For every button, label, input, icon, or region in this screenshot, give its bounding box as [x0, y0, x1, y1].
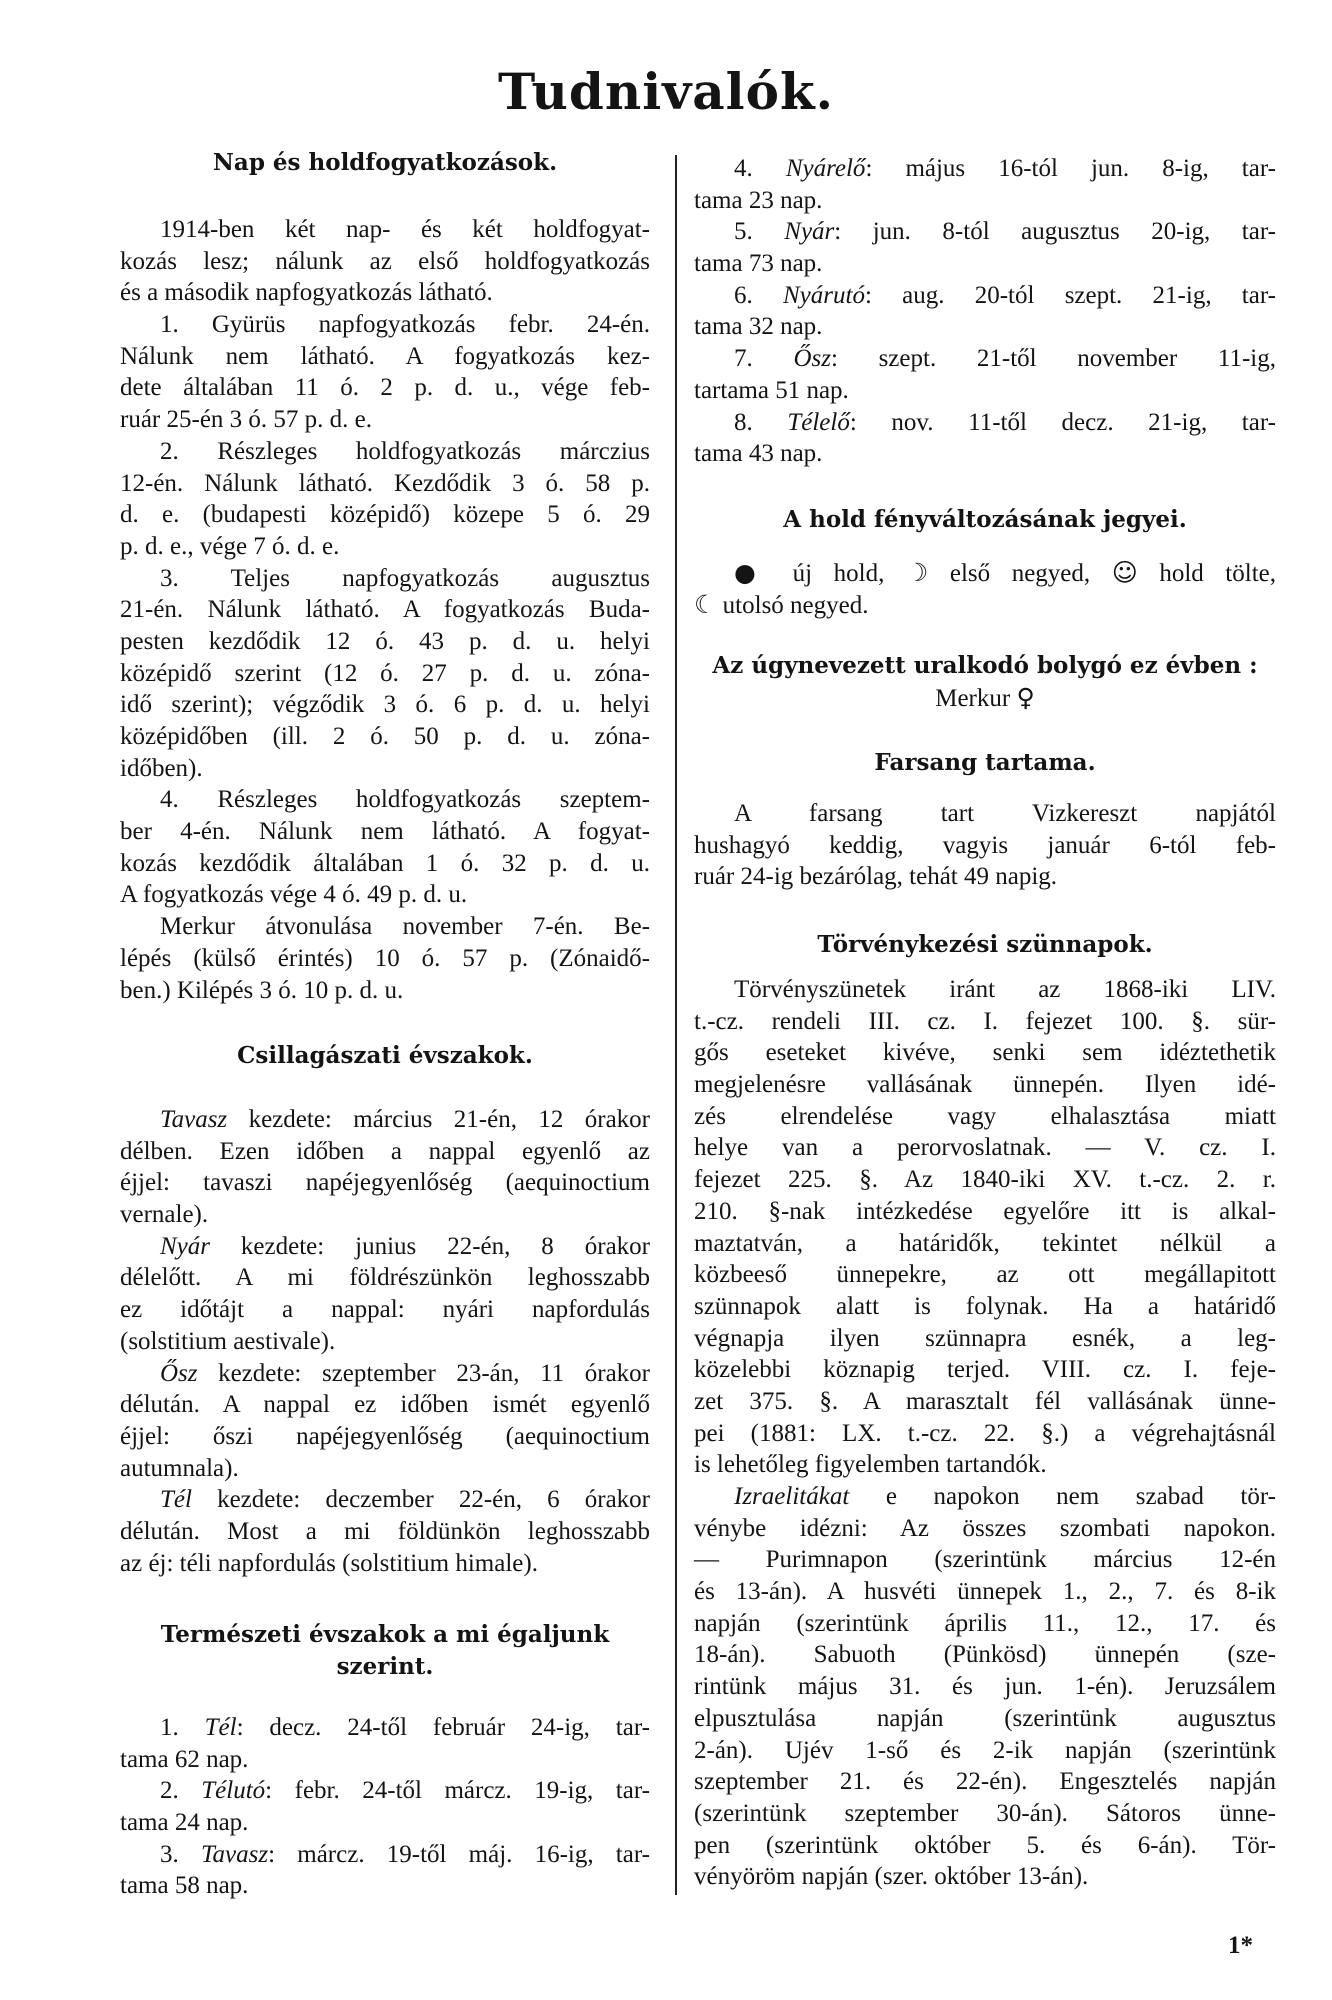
full-moon-icon: ☺	[1111, 558, 1138, 587]
text-line: tama 73 nap.	[694, 250, 823, 278]
text-segment: e napokon nem szabad tör-	[849, 1483, 1276, 1510]
text-line: ruár 25-én 3 ó. 57 p. d. e.	[120, 406, 373, 434]
italic-term: Izraelitákat	[734, 1483, 850, 1510]
text-line: 21-én. Nálunk látható. A fogyatkozás Buda-	[120, 596, 650, 624]
text-line: időben).	[120, 754, 203, 782]
text-segment: 7.	[734, 345, 794, 373]
text-line	[694, 216, 1276, 248]
text-line	[120, 1104, 650, 1136]
page-title: Tudnivalók.	[497, 62, 835, 121]
section-heading-court-holidays	[694, 929, 1276, 961]
text-line: napján (szerintünk április 11., 12., 17. és	[694, 1609, 1276, 1637]
text-line	[120, 1231, 650, 1263]
paragraph	[694, 798, 1276, 893]
paragraph	[120, 911, 650, 1006]
text-line: Nap és holdfogyatkozások.	[212, 149, 558, 176]
text-line: 210. §-nak intézkedése egyelőre itt is alkal-	[694, 1197, 1276, 1225]
paragraph	[120, 1839, 650, 1902]
italic-term: Télelő	[787, 408, 850, 436]
text-line: végnapja ilyen szünnapra esnék, a leg-	[694, 1324, 1276, 1352]
italic-term: Nyárutó	[783, 281, 865, 309]
text-line: középidő szerint (12 ó. 27 p. d. u. zóna-	[120, 659, 650, 687]
paragraph	[120, 784, 650, 911]
text-line	[120, 1775, 650, 1807]
text-line: Csillagászati évszakok.	[237, 1042, 533, 1069]
text-line: megjelenésre vallásának ünnepén. Ilyen idé-	[694, 1071, 1276, 1099]
section-heading-carnival	[694, 747, 1276, 779]
text-line: Természeti évszakok a mi égaljunk	[160, 1621, 610, 1648]
section-natural-seasons-continued	[694, 153, 1276, 470]
text-line: középidőben (ill. 2 ó. 50 p. d. u. zóna-	[120, 723, 650, 750]
text-line: tartama 51 nap.	[694, 376, 849, 404]
text-line: 2. Részleges holdfogyatkozás márczius	[160, 437, 650, 465]
section-heading-eclipses	[120, 147, 650, 179]
text-line	[120, 1358, 650, 1390]
section-heading-moon-phases	[694, 504, 1276, 536]
text-segment: 8.	[734, 408, 788, 436]
italic-term: Ősz	[160, 1359, 198, 1387]
paragraph	[120, 1775, 650, 1838]
text-line: kozás kezdődik általában 1 ó. 32 p. d. u.	[120, 849, 650, 877]
text-line: autumnala).	[120, 1454, 239, 1482]
text-line: A fogyatkozás vége 4 ó. 49 p. d. u.	[120, 881, 468, 909]
text-line: (szerintünk szeptember 30-án). Sátoros ünne-	[694, 1799, 1276, 1827]
text-segment: : nov. 11-től decz. 21-ig, tar-	[849, 408, 1276, 436]
section-moon-phases	[694, 557, 1276, 620]
text-line: az éj: téli napfordulás (solstitium himale).	[120, 1549, 538, 1577]
heading	[694, 650, 1276, 682]
text-line: A farsang tart Vizkereszt napjától	[734, 800, 1276, 827]
text-line: zés elrendelése vagy elhalasztása miatt	[694, 1102, 1276, 1130]
text-line: vénybe idézni: Az összes szombati napokon.	[694, 1514, 1276, 1542]
text-segment: hold tölte,	[1137, 560, 1276, 587]
text-line: Törvénykezési szünnapok.	[817, 931, 1153, 958]
text-segment: kezdete: junius 22-én, 8 órakor	[210, 1232, 650, 1260]
heading	[694, 747, 1276, 779]
text-segment: : szept. 21-től november 11-ig,	[830, 345, 1277, 373]
text-line: t.-cz. rendeli III. cz. I. fejezet 100. §. sür-	[694, 1007, 1276, 1035]
paragraph	[694, 974, 1276, 1481]
text-segment: kezdete: március 21-én, 12 órakor	[227, 1106, 650, 1133]
text-line: idő szerint); végződik 3 ó. 6 p. d. u. helyi	[120, 691, 650, 719]
text-line: szünnapok alatt is folynak. Ha a határidő	[694, 1292, 1276, 1320]
paragraph	[120, 1484, 650, 1579]
text-line: pesten kezdődik 12 ó. 43 p. d. u. helyi	[120, 627, 650, 655]
heading	[120, 147, 650, 179]
paragraph	[694, 153, 1276, 216]
text-line: és a második napfogyatkozás látható.	[120, 279, 493, 307]
text-line: tama 23 nap.	[694, 186, 823, 214]
paragraph	[694, 557, 1276, 620]
text-line	[120, 1484, 650, 1516]
text-line	[694, 343, 1276, 375]
text-segment: : decz. 24-től február 24-ig, tar-	[236, 1714, 650, 1741]
paragraph	[694, 1481, 1276, 1893]
text-line: zet 375. §. A marasztalt fél vallásának ünne-	[694, 1387, 1276, 1415]
text-line: tama 43 nap.	[694, 440, 823, 468]
text-line: pei (1881: LX. t.-cz. 22. §.) a végrehajtásnál	[694, 1419, 1276, 1447]
text-line: 1. Gyürüs napfogyatkozás febr. 24-én.	[160, 311, 650, 339]
text-segment: új hold,	[771, 560, 906, 587]
paragraph	[694, 216, 1276, 279]
text-line: — Purimnapon (szerintünk március 12-én	[694, 1546, 1276, 1574]
heading	[120, 1619, 650, 1682]
section-astronomical-seasons	[120, 1104, 650, 1579]
text-segment: utolsó negyed.	[716, 591, 869, 619]
text-line: Az úgynevezett uralkodó bolygó ez évben :	[712, 652, 1258, 679]
text-line: ruár 24-ig bezárólag, tehát 49 napig.	[694, 863, 1058, 891]
text-line: 3. Teljes napfogyatkozás augusztus	[160, 564, 650, 592]
text-line: lépés (külső érintés) 10 ó. 57 p. (Zónaidő-	[120, 944, 650, 972]
text-line: helye van a perorvoslatnak. — V. cz. I.	[694, 1134, 1276, 1162]
text-line: (solstitium aestivale).	[120, 1327, 336, 1355]
text-segment: 2.	[160, 1777, 202, 1805]
text-line: gős eseteket kivéve, senki sem idéztethetik	[694, 1039, 1276, 1067]
page-number: 1*	[1228, 1932, 1253, 1959]
text-line: tama 62 nap.	[120, 1745, 249, 1773]
text-line: elpusztulása napján (szerintünk augusztus	[694, 1704, 1276, 1732]
paragraph	[120, 309, 650, 436]
text-line	[120, 1712, 650, 1744]
text-line: közelebbi köznapig terjed. VIII. cz. I. feje-	[694, 1356, 1276, 1384]
text-line: p. d. e., vége 7 ó. d. e.	[120, 532, 340, 560]
text-line	[694, 280, 1276, 312]
text-line: vernale).	[120, 1201, 209, 1229]
heading	[694, 504, 1276, 536]
text-line: és 13-án). A husvéti ünnepek 1., 2., 7. és 8-ik	[694, 1578, 1276, 1606]
text-line: A hold fényváltozásának jegyei.	[783, 506, 1187, 533]
text-segment: kezdete: szeptember 23-án, 11 órakor	[197, 1359, 650, 1387]
text-segment: 6.	[734, 281, 783, 309]
text-line: 2-án). Ujév 1-ső és 2-ik napján (szerintünk	[694, 1736, 1276, 1764]
column-divider	[675, 155, 677, 1895]
text-line: tama 32 nap.	[694, 313, 823, 341]
text-line: maztatván, a határidők, tekintet nélkül a	[694, 1229, 1276, 1257]
text-line: délelőtt. A mi földrészünkön leghosszabb	[120, 1264, 650, 1292]
text-segment: Merkur	[935, 684, 1017, 712]
text-line	[694, 407, 1276, 439]
text-line: d. e. (budapesti középidő) közepe 5 ó. 29	[120, 501, 650, 529]
section-court-holidays	[694, 974, 1276, 1893]
text-segment: : május 16-tól jun. 8-ig, tar-	[865, 155, 1276, 182]
text-line: 18-án). Sabuoth (Pünkösd) ünnepén (sze-	[694, 1641, 1276, 1669]
heading	[120, 1040, 650, 1072]
text-line	[694, 589, 1276, 621]
text-line	[120, 1839, 650, 1871]
text-line: kozás lesz; nálunk az első holdfogyatkozás	[120, 247, 650, 275]
text-line: ben.) Kilépés 3 ó. 10 p. d. u.	[120, 976, 404, 1004]
text-line: dete általában 11 ó. 2 p. d. u., vége feb-	[120, 374, 650, 402]
paragraph	[694, 280, 1276, 343]
text-line	[694, 153, 1276, 185]
text-segment: 1.	[160, 1714, 205, 1741]
text-line: tama 24 nap.	[120, 1809, 249, 1837]
paragraph	[120, 214, 650, 309]
text-line: 4. Részleges holdfogyatkozás szeptem-	[160, 786, 650, 814]
paragraph	[120, 436, 650, 563]
paragraph	[120, 1358, 650, 1485]
italic-term: Tavasz	[200, 1840, 269, 1868]
text-segment: kezdete: deczember 22-én, 6 órakor	[191, 1486, 650, 1514]
text-line: fejezet 225. §. Az 1840-iki XV. t.-cz. 2. r.	[694, 1166, 1276, 1194]
section-eclipses	[120, 214, 650, 1006]
text-line: ber 4-én. Nálunk nem látható. A fogyat-	[120, 818, 650, 846]
venus-symbol-icon: ♀	[1016, 682, 1035, 712]
text-segment: 5.	[734, 218, 785, 246]
text-line: Nálunk nem látható. A fogyatkozás kez-	[120, 342, 650, 370]
italic-term: Nyár	[160, 1232, 210, 1260]
paragraph	[694, 343, 1276, 406]
text-line: közbeeső ünnepekre, az ott megállapitott	[694, 1261, 1276, 1289]
italic-term: Tél	[204, 1714, 237, 1741]
paragraph	[120, 563, 650, 785]
text-line: Merkur átvonulása november 7-én. Be-	[160, 913, 650, 941]
text-line: is lehetőleg figyelemben tartandók.	[694, 1451, 1047, 1479]
paragraph	[694, 682, 1276, 714]
paragraph	[120, 1712, 650, 1775]
text-line: éjjel: őszi napéjegyenlőség (aequinoctium	[120, 1422, 650, 1450]
section-ruling-planet	[694, 650, 1276, 713]
text-line: szeptember 21. és 22-én). Engesztelés napján	[694, 1768, 1276, 1796]
text-line	[694, 682, 1276, 714]
italic-term: Télutó	[201, 1777, 266, 1805]
text-segment: 4.	[734, 155, 786, 182]
paragraph	[120, 1231, 650, 1358]
italic-term: Nyárelő	[785, 155, 866, 182]
section-heading-astronomical-seasons	[120, 1040, 650, 1072]
text-line: hushagyó keddig, vagyis január 6-tól feb-	[694, 831, 1276, 859]
text-segment: : márcz. 19-től máj. 16-ig, tar-	[268, 1840, 650, 1868]
section-heading-natural-seasons	[120, 1619, 650, 1682]
text-segment: első negyed,	[928, 560, 1112, 587]
text-line: Törvényszünetek iránt az 1868-iki LIV.	[734, 976, 1276, 1003]
last-quarter-moon-icon: ☾	[694, 589, 717, 619]
section-carnival	[694, 798, 1276, 893]
text-line: pen (szerintünk október 5. és 6-án). Tör-	[694, 1831, 1276, 1859]
text-line: délután. Most a mi földünkön leghosszabb	[120, 1517, 650, 1545]
text-line: vényöröm napján (szer. október 13-án).	[694, 1863, 1089, 1891]
text-segment: : jun. 8-tól augusztus 20-ig, tar-	[834, 218, 1276, 246]
text-line: rintünk május 31. és jun. 1-én). Jeruzsálem	[694, 1673, 1276, 1701]
text-line: délben. Ezen időben a nappal egyenlő az	[120, 1137, 650, 1165]
text-line: szerint.	[336, 1652, 434, 1680]
text-line: 12-én. Nálunk látható. Kezdődik 3 ó. 58 p.	[120, 469, 650, 497]
text-line: ez időtájt a nappal: nyári napfordulás	[120, 1296, 650, 1324]
heading	[694, 929, 1276, 961]
text-segment: : aug. 20-tól szept. 21-ig, tar-	[864, 281, 1277, 309]
text-line: éjjel: tavaszi napéjegyenlőség (aequinoctium	[120, 1169, 650, 1197]
paragraph	[694, 407, 1276, 470]
paragraph	[120, 1104, 650, 1231]
italic-term: Ősz	[793, 345, 831, 373]
new-moon-icon: ●	[734, 558, 772, 587]
text-line	[694, 557, 1276, 589]
text-line: 1914-ben két nap- és két holdfogyat-	[160, 216, 650, 243]
text-line: Farsang tartama.	[874, 749, 1096, 776]
first-quarter-moon-icon: ☽	[905, 558, 929, 587]
text-segment: : febr. 24-től márcz. 19-ig, tar-	[265, 1777, 651, 1805]
italic-term: Tavasz	[160, 1106, 228, 1133]
section-natural-seasons	[120, 1712, 650, 1902]
text-line: tama 58 nap.	[120, 1872, 249, 1900]
italic-term: Tél	[160, 1486, 192, 1514]
text-line: délután. A nappal ez időben ismét egyenlő	[120, 1391, 650, 1419]
text-segment: 3.	[160, 1840, 201, 1868]
italic-term: Nyár	[784, 218, 835, 246]
text-line	[694, 1481, 1276, 1513]
